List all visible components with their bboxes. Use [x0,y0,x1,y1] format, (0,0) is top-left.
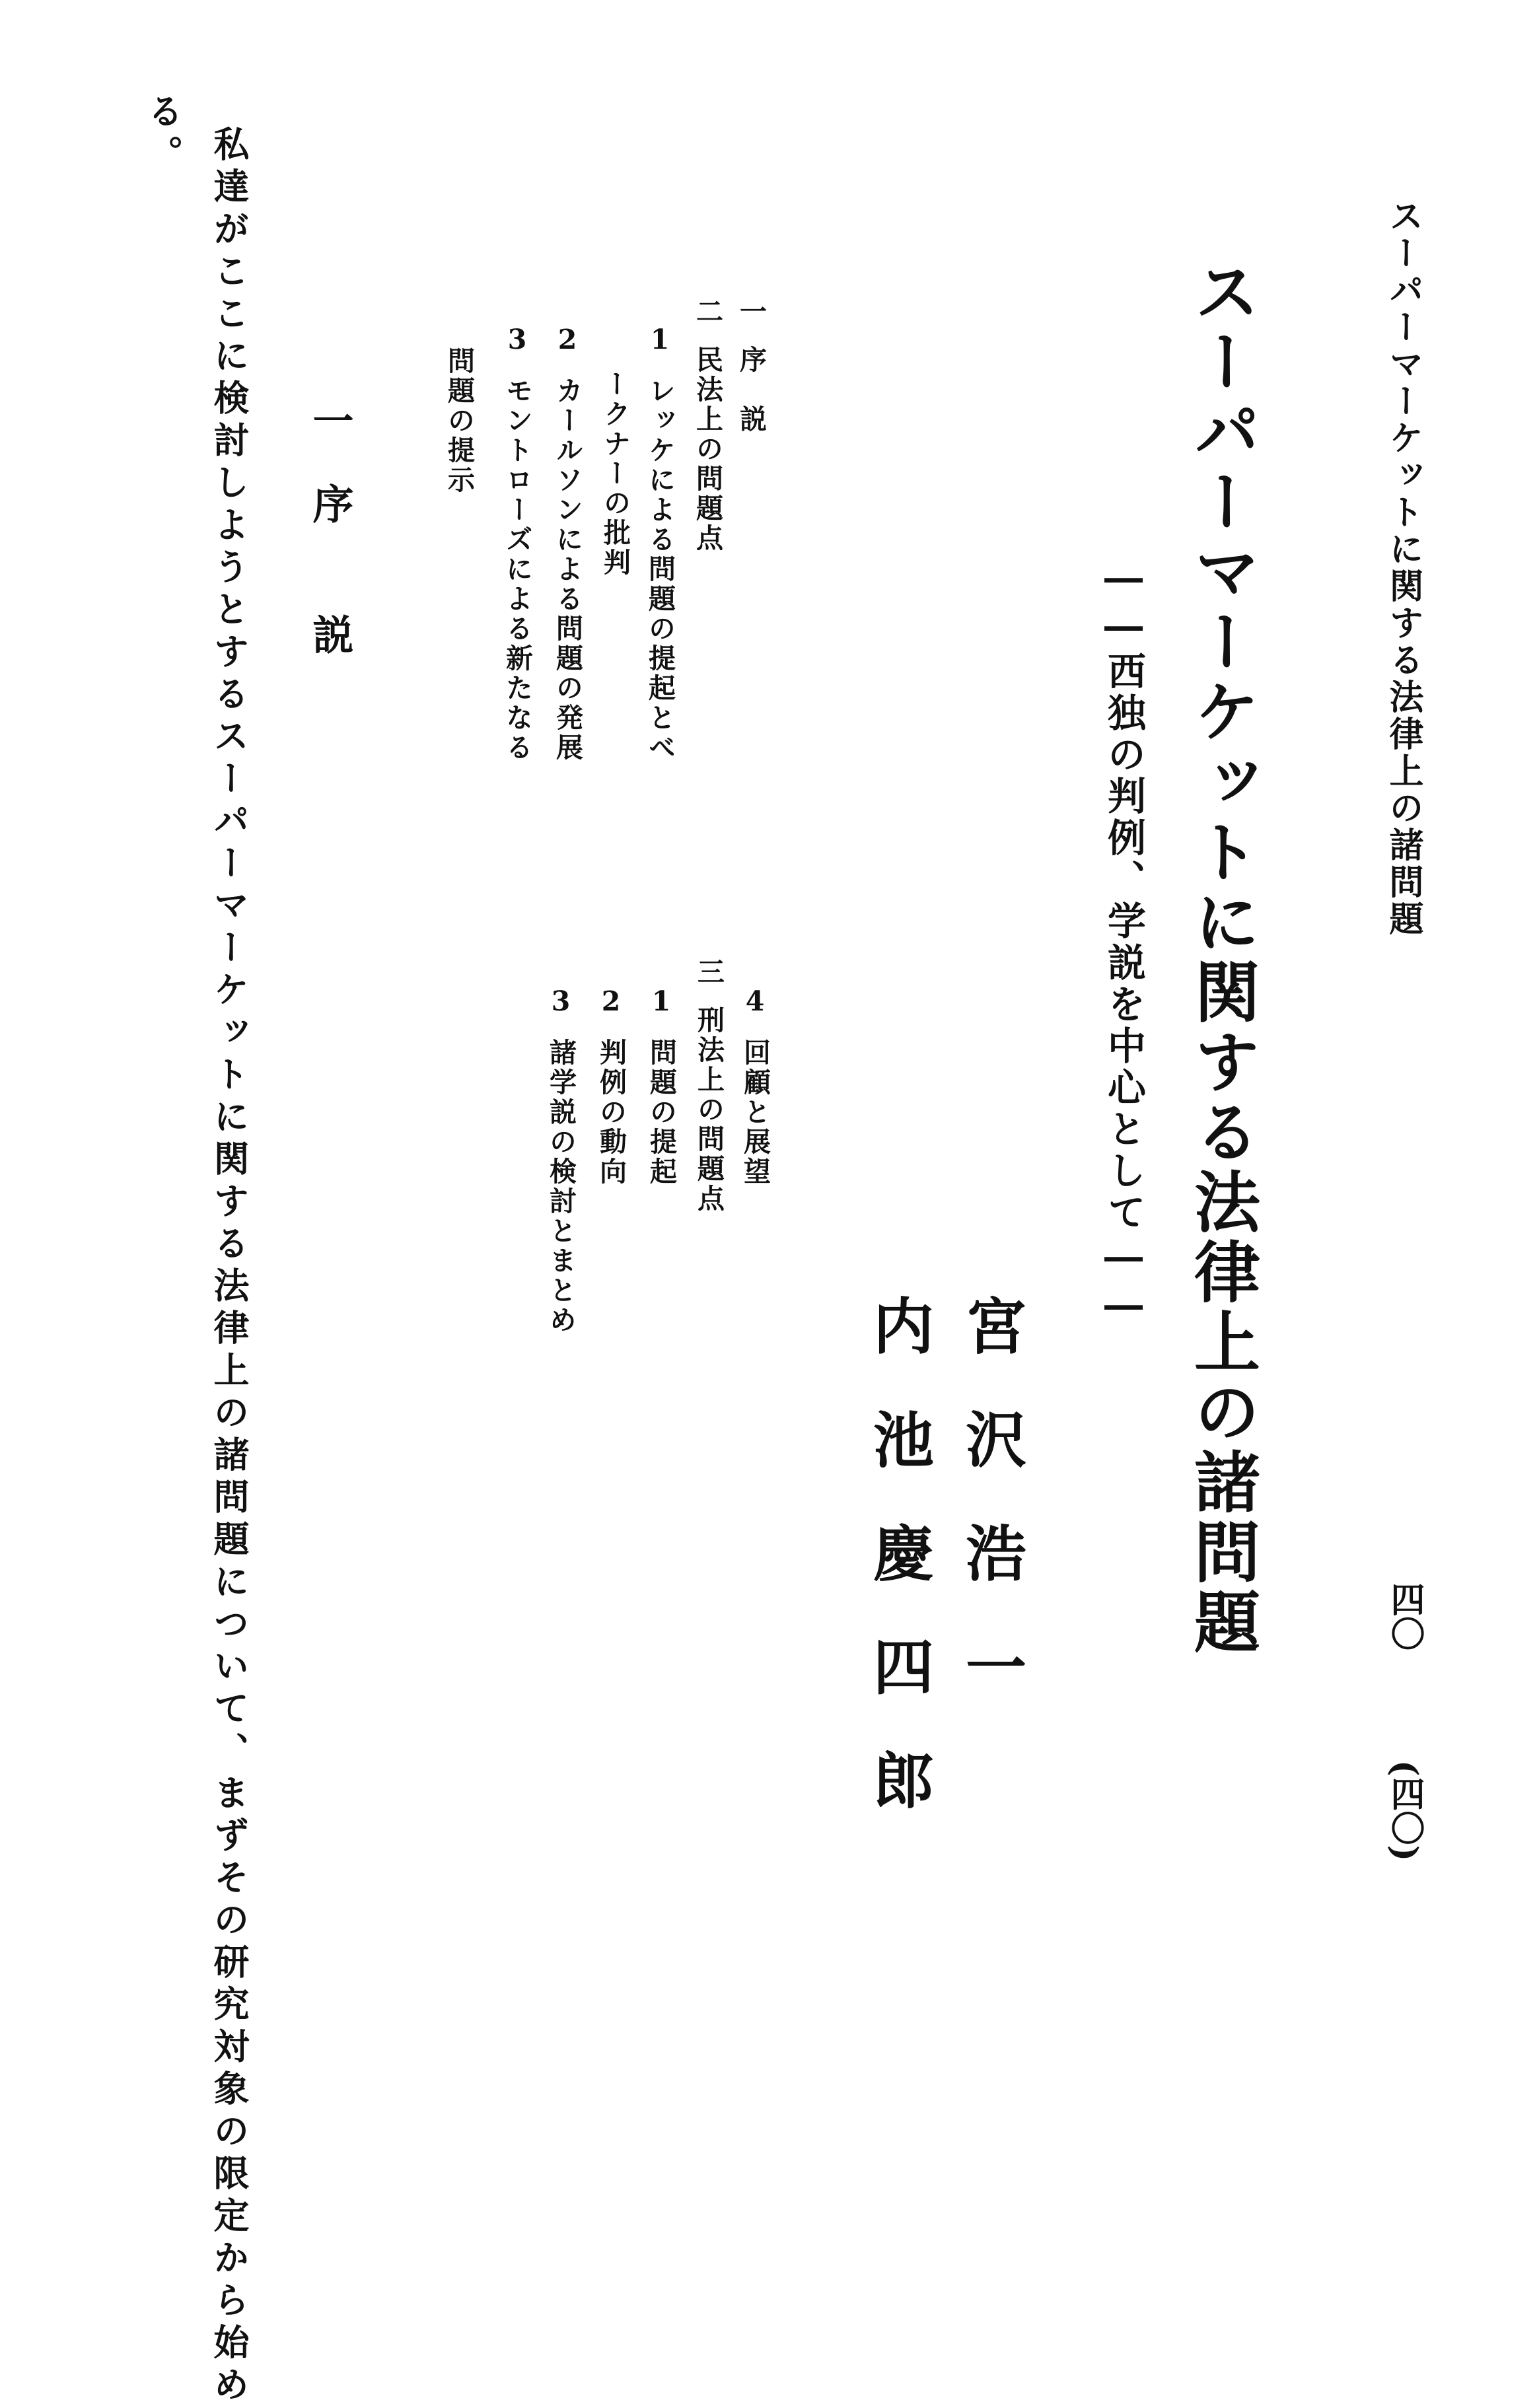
toc-entry-number: 三 [693,958,725,987]
author-name: 宮沢浩一 [956,1294,1027,1749]
toc-entry [694,297,721,553]
section-heading-number: 一 [306,400,354,443]
toc-entry-text: 問題の提起 [645,1038,677,1187]
toc-entry [735,297,767,435]
body-paragraph-line: 私達がここに検討しようとするスーパーマーケットに関する法律上の諸問題について、まずその研究対象の限定から始め [208,125,250,2408]
toc-entry-text: 判例の動向 [595,1038,627,1187]
toc-entry-text: 問題の提示 [443,347,475,495]
running-head: スーパーマーケットに関する法律上の諸問題 [1383,198,1423,938]
toc-entry [645,985,677,1187]
toc-entry [554,324,581,763]
body-paragraph-line: る。 [142,92,184,177]
toc-entry-text: 民法上の問題点 [692,345,723,553]
toc-entry-text: 序 説 [735,345,767,435]
toc-entry-number: 3 [501,324,533,358]
toc-entry [693,958,725,1214]
toc-entry [595,985,627,1187]
toc-entry [644,324,676,763]
section-heading [306,400,354,657]
toc-entry-number: 2 [552,324,583,358]
toc-entry-text: 刑法上の問題点 [693,1006,725,1214]
toc-entry [443,347,475,495]
page-number-parenthesized: (四〇) [1384,1760,1425,1862]
toc-entry [739,985,771,1187]
toc-entry-text: 諸学説の検討とまとめ [545,1038,577,1335]
author-name: 内池慶四郎 [863,1294,935,1862]
toc-entry-text: レッケによる問題の提起とべ [644,376,676,763]
toc-entry [501,324,533,763]
article-subtitle: ――西独の判例、学説を中心として―― [1101,555,1146,1330]
toc-entry-number: 1 [644,324,676,358]
toc-entry-number: 2 [595,985,627,1020]
toc-entry [545,985,577,1335]
toc-entry-text: ークナーの批判 [599,370,631,578]
section-heading-text: 序 説 [306,483,354,657]
article-title: スーパーマーケットに関する法律上の諸問題 [1183,258,1261,1658]
toc-entry-number: 4 [739,985,771,1020]
toc-entry [599,370,631,578]
toc-entry-text: モントローズによる新たなる [501,376,533,763]
toc-entry-number: 一 [735,297,767,327]
toc-entry-number: 1 [645,985,677,1020]
toc-entry-number: 3 [545,985,577,1020]
toc-entry-text: カールソンによる問題の発展 [552,376,583,763]
toc-entry-text: 回顧と展望 [739,1038,771,1187]
toc-entry-number: 二 [692,297,723,327]
page-number-kanji: 四〇 [1384,1582,1425,1650]
